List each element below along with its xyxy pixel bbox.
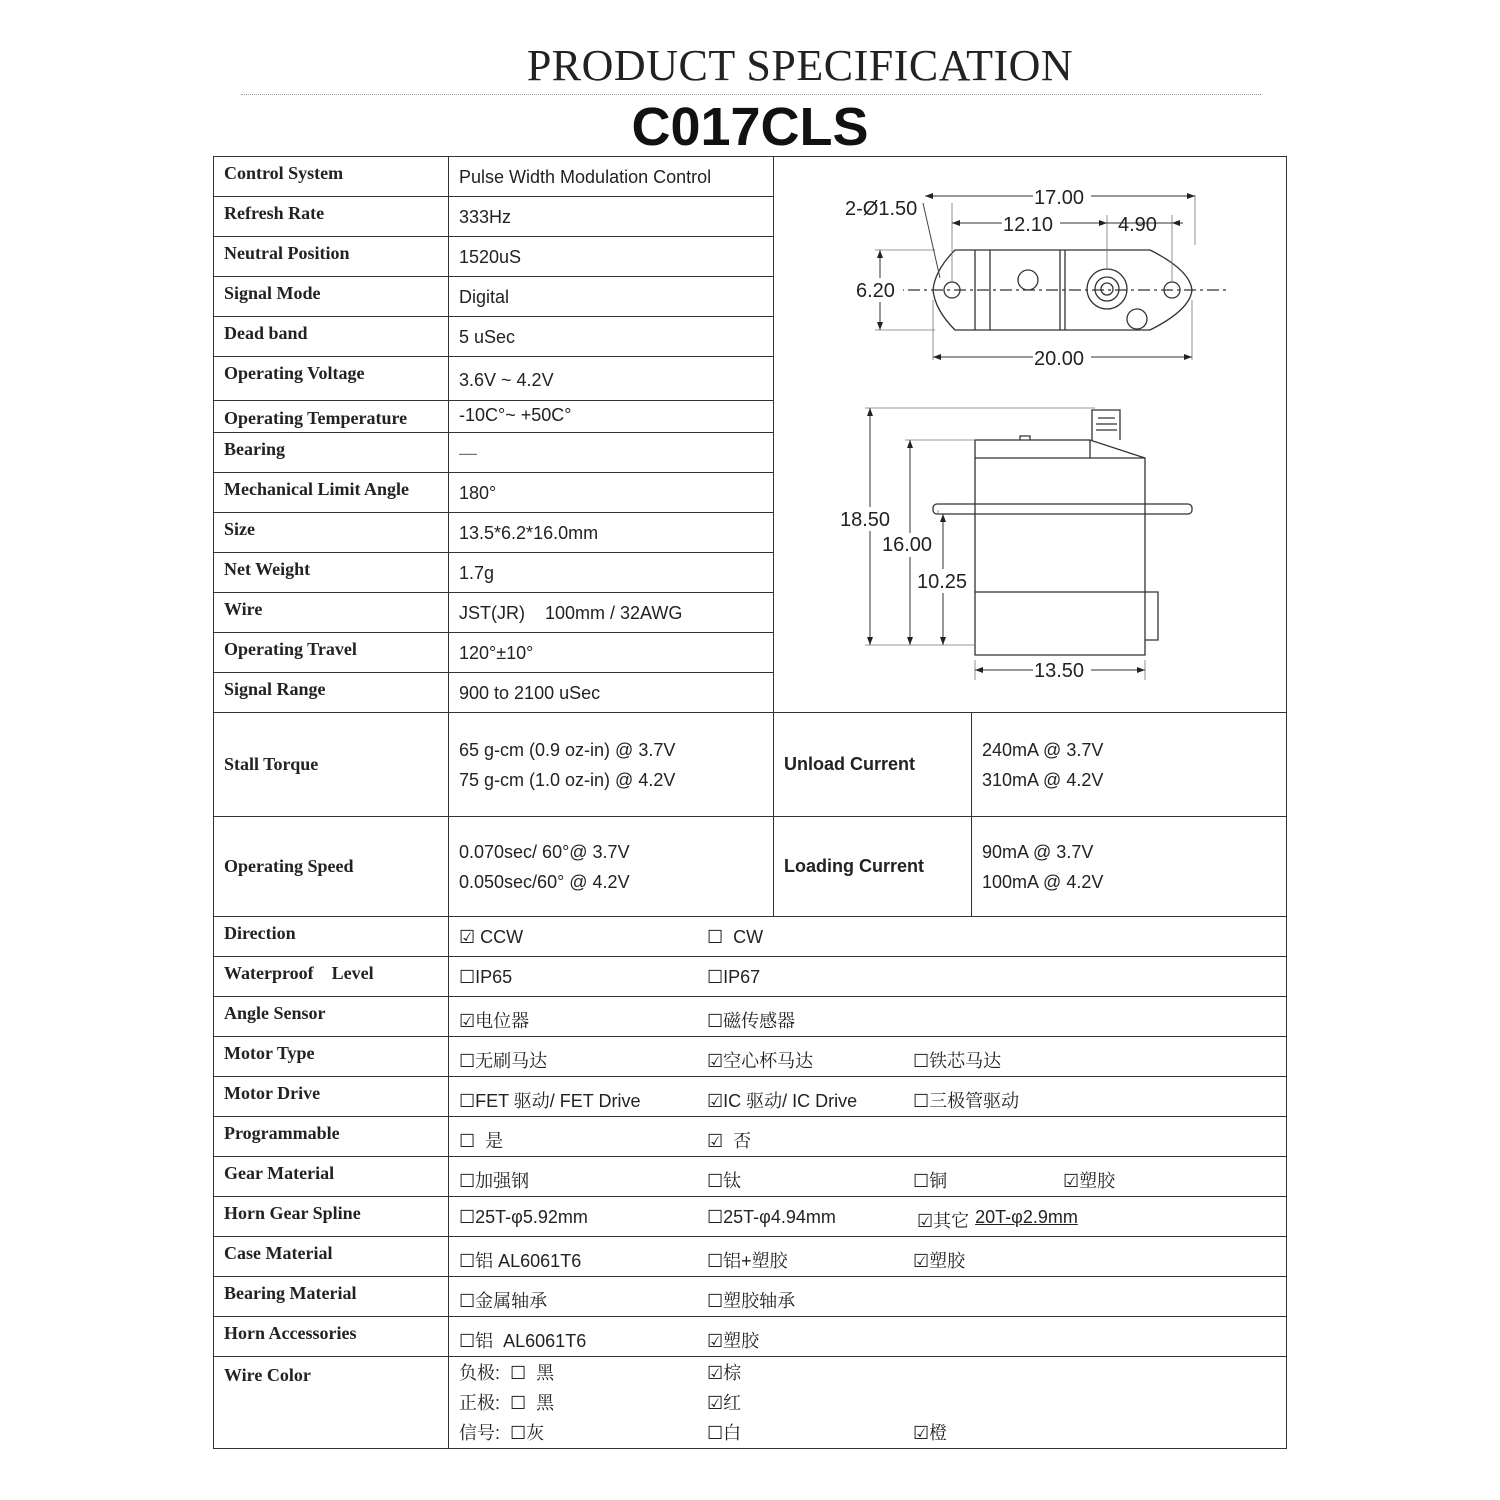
wire-positive-checked[interactable]: ☑红	[707, 1393, 742, 1413]
option-checkbox[interactable]: ☑IC 驱动/ IC Drive	[707, 1091, 858, 1111]
wire-signal-white[interactable]: ☐白	[707, 1423, 742, 1443]
option-values	[449, 917, 1287, 957]
wire-negative-option[interactable]: 负极: ☐ 黑	[459, 1363, 555, 1383]
spec-label: Dead band	[214, 317, 449, 357]
spec-value: 13.5*6.2*16.0mm	[449, 513, 774, 553]
table-row	[214, 997, 1287, 1037]
operating-speed-value	[449, 817, 774, 917]
option-values	[449, 1077, 1287, 1117]
option-checkbox[interactable]: ☐ CW	[707, 927, 764, 947]
table-row	[214, 1237, 1287, 1277]
unload-current-label: Unload Current	[774, 713, 972, 817]
spec-value: 120°±10°	[449, 633, 774, 673]
option-label: Bearing Material	[214, 1277, 449, 1317]
option-checkbox[interactable]: ☑塑胶	[913, 1251, 966, 1271]
spec-label: Bearing	[214, 433, 449, 473]
wire-signal-orange[interactable]: ☑橙	[913, 1423, 948, 1443]
option-checkbox[interactable]: ☑ 否	[707, 1131, 752, 1151]
page-title: PRODUCT SPECIFICATION	[526, 41, 1074, 90]
option-checkbox[interactable]: ☑塑胶	[1063, 1171, 1116, 1191]
option-values	[449, 957, 1287, 997]
table-row	[214, 1117, 1287, 1157]
option-label: Gear Material	[214, 1157, 449, 1197]
option-checkbox[interactable]: ☐铜	[913, 1171, 948, 1191]
option-values	[449, 1197, 1287, 1237]
option-label: Case Material	[214, 1237, 449, 1277]
wire-color-values	[449, 1357, 1287, 1449]
option-values	[449, 1277, 1287, 1317]
spec-value: JST(JR) 100mm / 32AWG	[449, 593, 774, 633]
spec-label: Operating Travel	[214, 633, 449, 673]
dim-hole: 2-Ø1.50	[845, 198, 918, 220]
option-checkbox[interactable]: ☐铝+塑胶	[707, 1251, 788, 1271]
table-row	[214, 1277, 1287, 1317]
operating-speed-line: 0.070sec/ 60°@ 3.7V	[459, 841, 630, 862]
wire-negative-checked[interactable]: ☑棕	[707, 1363, 742, 1383]
spec-label: Control System	[214, 157, 449, 197]
spec-value: Digital	[449, 277, 774, 317]
option-checkbox[interactable]: ☐IP65	[459, 967, 513, 987]
spline-size-value: 20T-φ2.9mm	[975, 1207, 1078, 1227]
option-checkbox[interactable]: ☐25T-φ4.94mm	[707, 1207, 836, 1227]
title-divider	[241, 94, 1261, 95]
option-label: Motor Drive	[214, 1077, 449, 1117]
option-label: Direction	[214, 917, 449, 957]
spec-label: Wire	[214, 593, 449, 633]
option-checkbox[interactable]: ☑ CCW	[459, 927, 524, 947]
spec-value: 3.6V ~ 4.2V	[449, 357, 774, 401]
spec-table	[213, 156, 1287, 1449]
spec-value: 5 uSec	[449, 317, 774, 357]
table-row	[214, 157, 1287, 197]
spec-label: Mechanical Limit Angle	[214, 473, 449, 513]
option-checkbox[interactable]: ☑空心杯马达	[707, 1051, 814, 1071]
option-checkbox[interactable]: ☐加强钢	[459, 1171, 530, 1191]
table-row	[214, 1357, 1287, 1449]
table-row	[214, 1077, 1287, 1117]
dim-offset: 12.10	[1003, 214, 1054, 236]
loading-current-label: Loading Current	[774, 817, 972, 917]
stall-torque-label: Stall Torque	[214, 713, 449, 817]
option-values	[449, 1237, 1287, 1277]
spec-label: Signal Mode	[214, 277, 449, 317]
spec-label: Signal Range	[214, 673, 449, 713]
spec-value: 333Hz	[449, 197, 774, 237]
option-checkbox[interactable]: ☑电位器	[459, 1011, 530, 1031]
option-label: Horn Gear Spline	[214, 1197, 449, 1237]
table-row	[214, 957, 1287, 997]
option-checkbox[interactable]: ☐三极管驱动	[913, 1091, 1020, 1111]
spec-value: -10C°~ +50C°	[449, 401, 774, 433]
table-row	[214, 1037, 1287, 1077]
option-checkbox[interactable]: ☐IP67	[707, 967, 761, 987]
loading-current-line: 100mA @ 4.2V	[982, 871, 1104, 892]
table-row	[214, 817, 1287, 917]
option-label: Motor Type	[214, 1037, 449, 1077]
unload-current-value	[972, 713, 1287, 817]
option-checkbox[interactable]: ☐铁芯马达	[913, 1051, 1002, 1071]
dim-depth: 6.20	[856, 280, 895, 302]
spec-label: Refresh Rate	[214, 197, 449, 237]
wire-positive-option[interactable]: 正极: ☐ 黑	[459, 1393, 555, 1413]
table-row	[214, 1157, 1287, 1197]
option-checkbox[interactable]: ☐无刷马达	[459, 1051, 548, 1071]
spec-label: Operating Voltage	[214, 357, 449, 401]
dim-width: 13.50	[1034, 660, 1085, 682]
stall-torque-line: 75 g-cm (1.0 oz-in) @ 4.2V	[459, 769, 676, 790]
dim-height-mount: 10.25	[917, 571, 968, 593]
dimension-drawing	[774, 157, 1287, 710]
unload-current-line: 240mA @ 3.7V	[982, 739, 1104, 760]
dim-height-body: 16.00	[882, 534, 933, 556]
option-values	[449, 1117, 1287, 1157]
dim-width-overall: 17.00	[1034, 187, 1085, 209]
option-checkbox[interactable]: ☐金属轴承	[459, 1291, 548, 1311]
spec-value: 1.7g	[449, 553, 774, 593]
operating-speed-line: 0.050sec/60° @ 4.2V	[459, 871, 630, 892]
stall-torque-line: 65 g-cm (0.9 oz-in) @ 3.7V	[459, 739, 676, 760]
option-label: Angle Sensor	[214, 997, 449, 1037]
loading-current-line: 90mA @ 3.7V	[982, 841, 1094, 862]
option-values	[449, 1317, 1287, 1357]
option-label: Programmable	[214, 1117, 449, 1157]
option-checkbox[interactable]: ☐塑胶轴承	[707, 1291, 796, 1311]
model-number: C017CLS	[631, 97, 869, 157]
option-checkbox[interactable]: ☐25T-φ5.92mm	[459, 1207, 588, 1227]
operating-speed-label: Operating Speed	[214, 817, 449, 917]
option-checkbox[interactable]: ☐FET 驱动/ FET Drive	[459, 1091, 641, 1111]
table-row	[214, 713, 1287, 817]
option-checkbox[interactable]: ☐铝 AL6061T6	[459, 1251, 582, 1271]
dim-length: 20.00	[1034, 348, 1085, 370]
spec-value: 1520uS	[449, 237, 774, 277]
spec-label: Operating Temperature	[214, 401, 449, 433]
option-checkbox[interactable]: ☐ 是	[459, 1131, 504, 1151]
dimension-drawing-cell	[774, 157, 1287, 713]
option-label: Horn Accessories	[214, 1317, 449, 1357]
wire-signal-option[interactable]: 信号: ☐灰	[459, 1423, 545, 1443]
option-checkbox[interactable]: ☐磁传感器	[707, 1011, 796, 1031]
spec-label: Size	[214, 513, 449, 553]
dim-height-total: 18.50	[840, 509, 891, 531]
option-checkbox[interactable]: ☐钛	[707, 1171, 742, 1191]
option-checkbox[interactable]: ☑其它	[917, 1211, 970, 1231]
spec-value: 900 to 2100 uSec	[449, 673, 774, 713]
table-row	[214, 917, 1287, 957]
option-values	[449, 997, 1287, 1037]
option-values	[449, 1157, 1287, 1197]
spec-label: Net Weight	[214, 553, 449, 593]
option-checkbox[interactable]: ☑塑胶	[707, 1331, 760, 1351]
table-row	[214, 1317, 1287, 1357]
table-row	[214, 1197, 1287, 1237]
option-checkbox[interactable]: ☐铝 AL6061T6	[459, 1331, 587, 1351]
spec-value: 180°	[449, 473, 774, 513]
spec-value: Pulse Width Modulation Control	[449, 157, 774, 197]
spec-label: Neutral Position	[214, 237, 449, 277]
option-label: Waterproof Level	[214, 957, 449, 997]
unload-current-line: 310mA @ 4.2V	[982, 769, 1104, 790]
dim-offset2: 4.90	[1118, 214, 1157, 236]
wire-color-label: Wire Color	[214, 1357, 449, 1449]
spec-value: —	[449, 433, 774, 473]
stall-torque-value	[449, 713, 774, 817]
option-values	[449, 1037, 1287, 1077]
loading-current-value	[972, 817, 1287, 917]
